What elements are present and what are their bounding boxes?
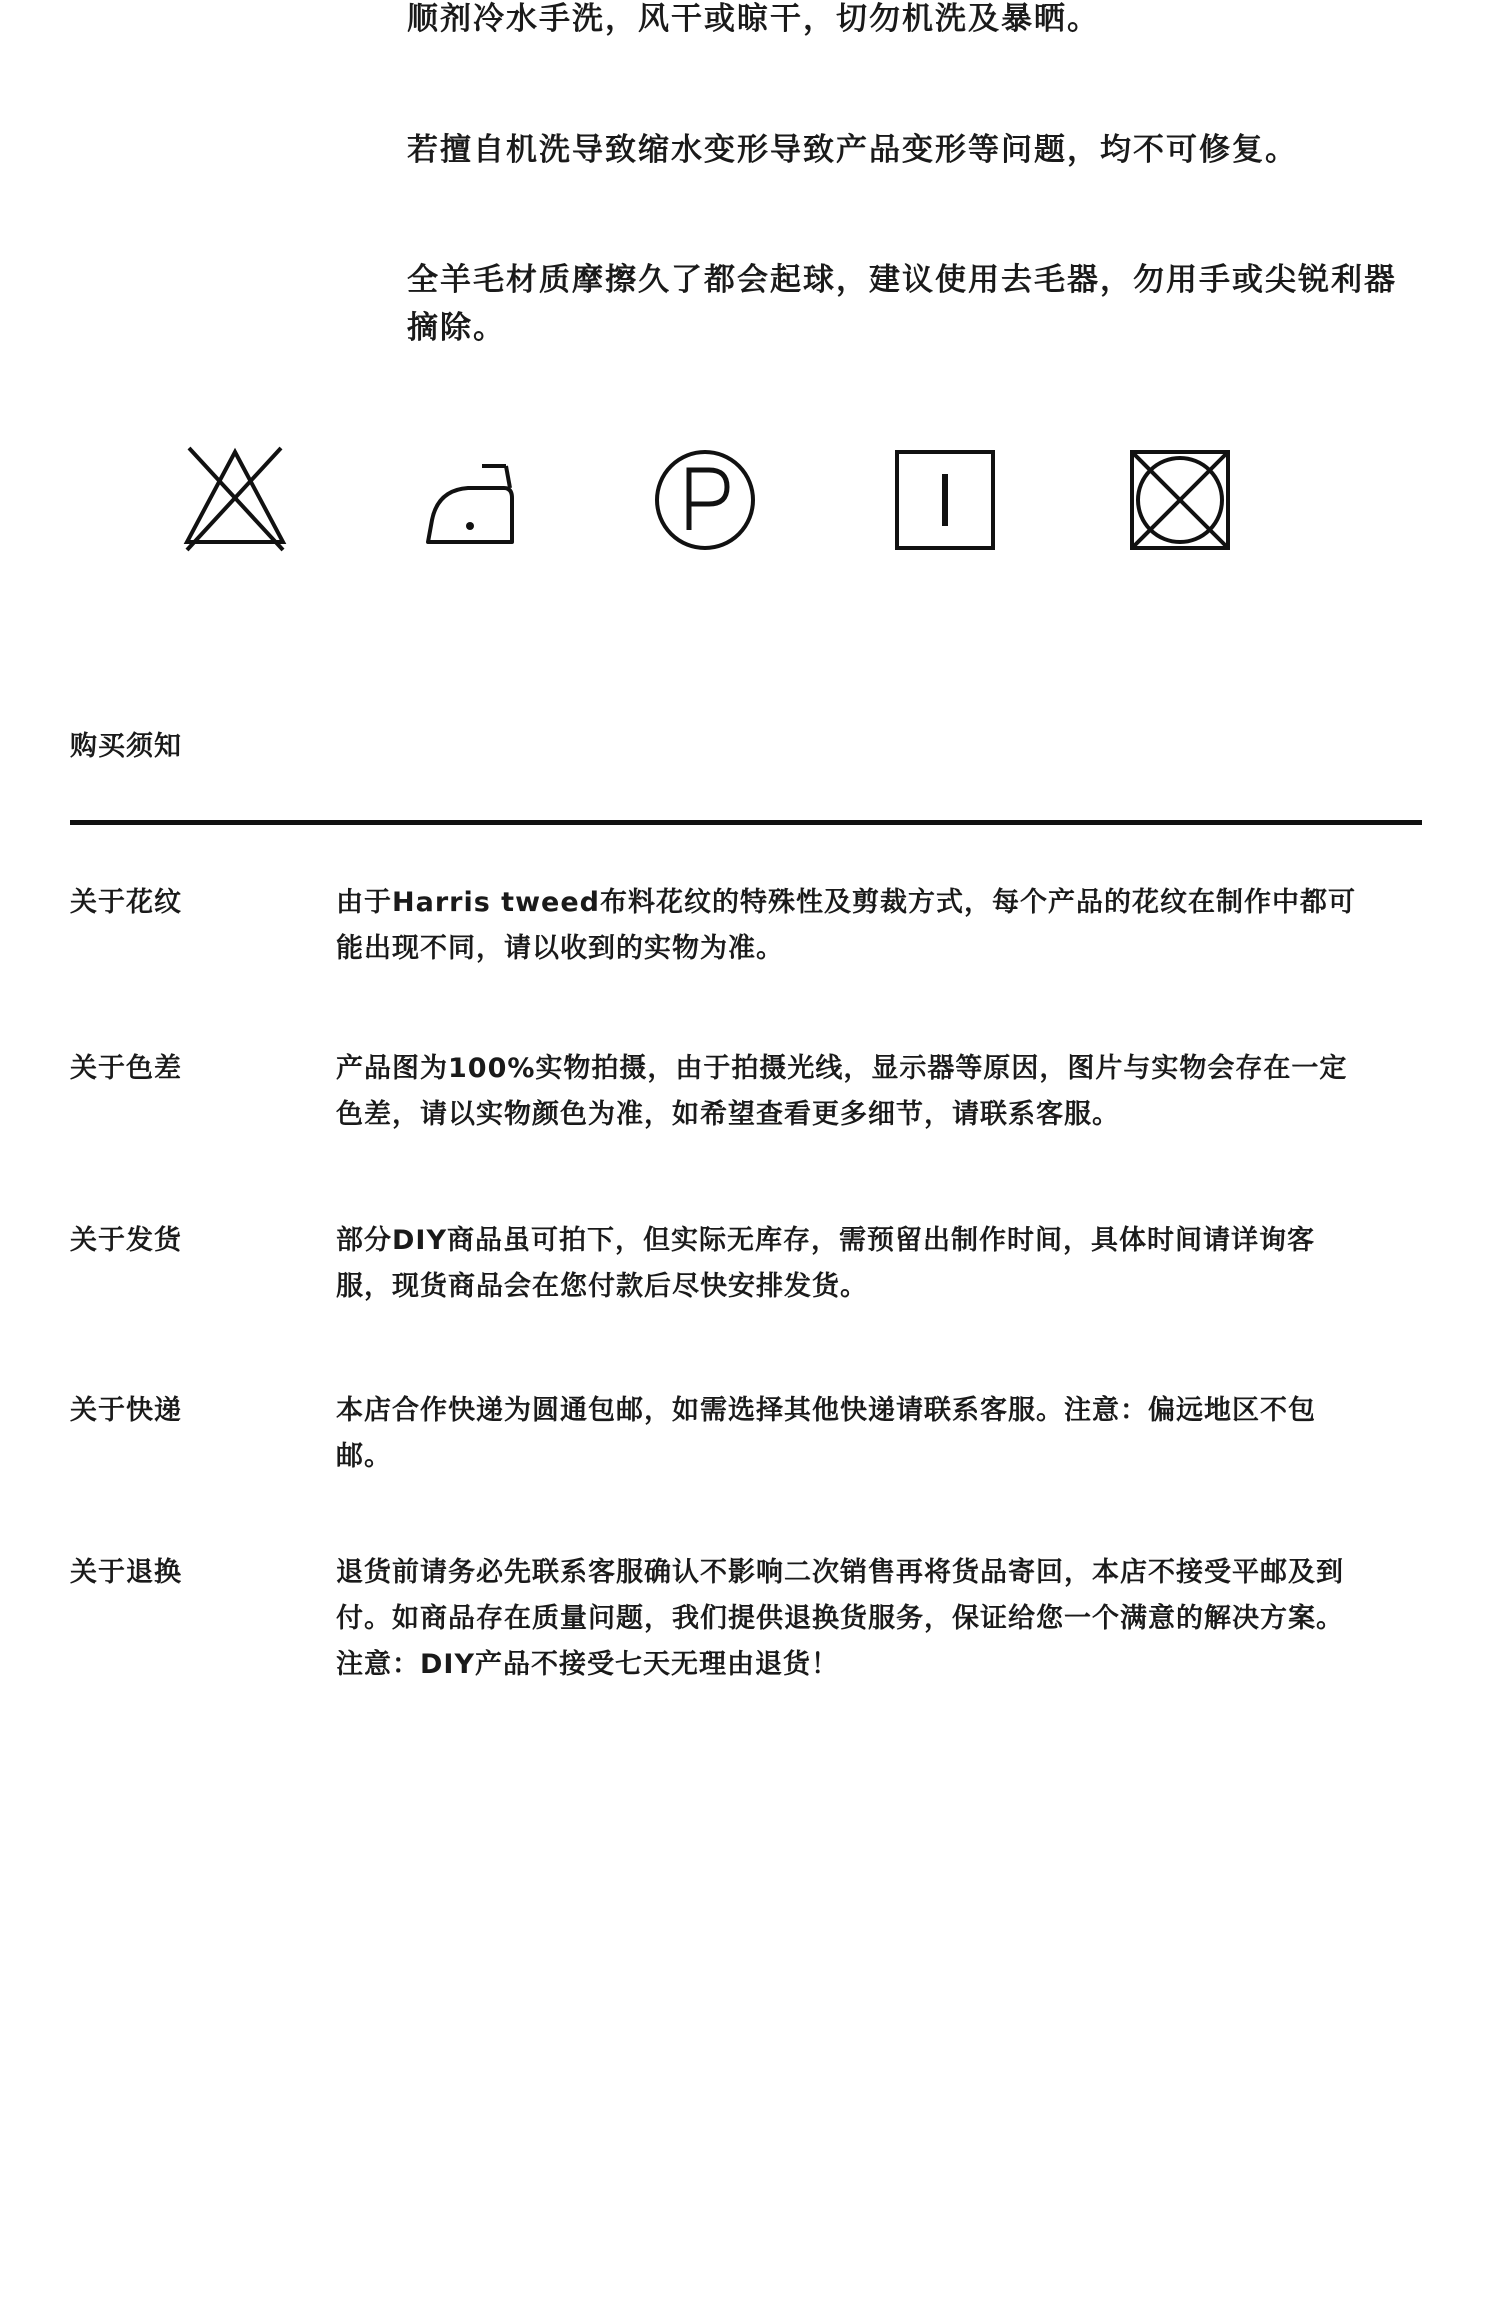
- notice-text: 由于Harris tweed布料花纹的特殊性及剪裁方式，每个产品的花纹在制作中都可能出现不同，请以收到的实物为准。: [336, 887, 1356, 964]
- notice-text: 部分DIY商品虽可拍下，但实际无库存，需预留出制作时间，具体时间请详询客服，现货商品会在您付款后尽快安排发货。: [336, 1225, 1316, 1302]
- iron-low-heat-icon: [410, 440, 530, 560]
- care-instruction-wash: 顺剂冷水手洗，风干或晾干，切勿机洗及暴晒。: [407, 1, 1100, 37]
- line-dry-icon: [885, 440, 1005, 560]
- notice-label: 关于色差: [70, 1053, 182, 1084]
- notice-label: 关于花纹: [70, 887, 182, 918]
- section-title: 购买须知: [70, 731, 182, 762]
- professional-dry-clean-icon: [645, 440, 765, 560]
- care-symbols-row: [0, 440, 1500, 560]
- care-instruction-pilling: 全羊毛材质摩擦久了都会起球，建议使用去毛器，勿用手或尖锐利器摘除。: [407, 262, 1397, 346]
- section-divider: [70, 820, 1422, 825]
- notice-text: 本店合作快递为圆通包邮，如需选择其他快递请联系客服。注意：偏远地区不包邮。: [336, 1395, 1316, 1472]
- do-not-bleach-icon: [175, 440, 295, 560]
- notice-text: 产品图为100%实物拍摄，由于拍摄光线，显示器等原因，图片与实物会存在一定色差，请以实物颜色为准，如希望查看更多细节，请联系客服。: [336, 1053, 1348, 1130]
- do-not-tumble-dry-icon: [1120, 440, 1240, 560]
- notice-label: 关于发货: [70, 1225, 182, 1256]
- notice-text: 退货前请务必先联系客服确认不影响二次销售再将货品寄回，本店不接受平邮及到付。如商品存在质量问题，我们提供退换货服务，保证给您一个满意的解决方案。注意：DIY产品不接受七天无理由退货！: [336, 1557, 1344, 1680]
- care-instruction-machine-wash-warning: 若擅自机洗导致缩水变形导致产品变形等问题，均不可修复。: [407, 132, 1298, 168]
- notice-label: 关于退换: [70, 1557, 182, 1588]
- notice-label: 关于快递: [70, 1395, 182, 1426]
